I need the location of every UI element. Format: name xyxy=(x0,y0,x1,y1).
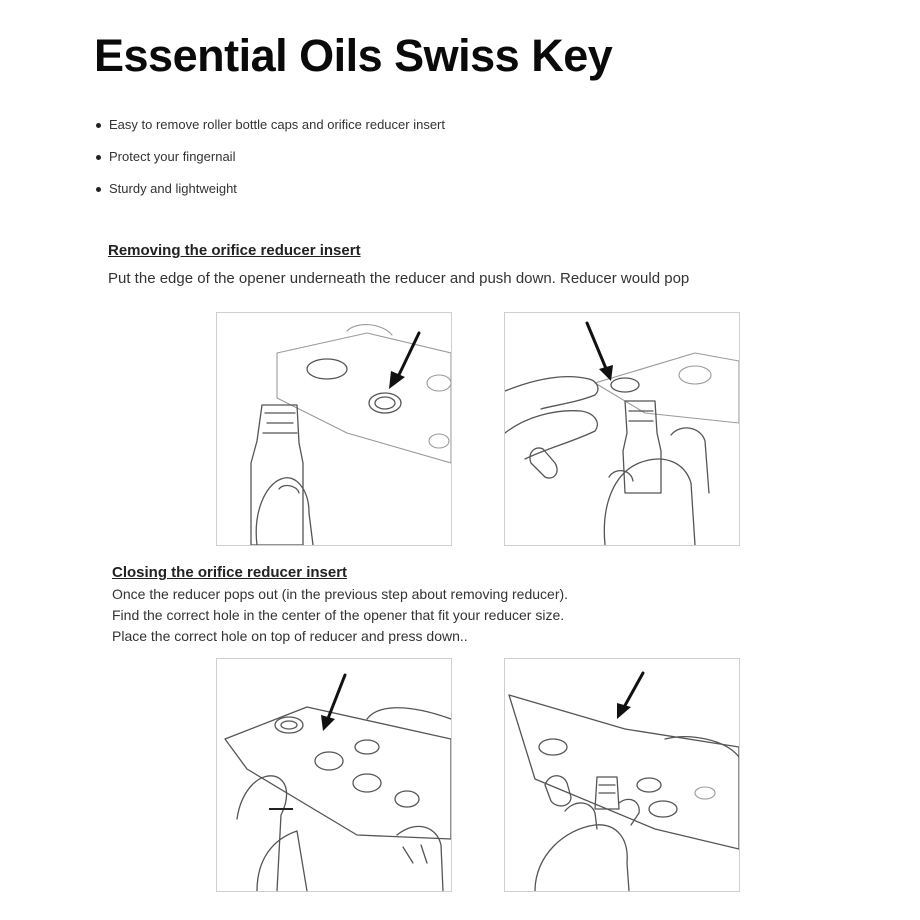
illustration-close-step-1-drawing xyxy=(217,659,451,891)
page-title: Essential Oils Swiss Key xyxy=(94,30,613,81)
feature-item: Sturdy and lightweight xyxy=(94,180,445,212)
closing-instructions xyxy=(112,584,568,647)
illustration-close-step-2-drawing xyxy=(505,659,739,891)
feature-item: Easy to remove roller bottle caps and orifice reducer insert xyxy=(94,116,445,148)
closing-line: Once the reducer pops out (in the previous step about removing reducer). xyxy=(112,586,569,602)
closing-heading: Closing the orifice reducer insert xyxy=(112,564,348,581)
removing-heading: Removing the orifice reducer insert xyxy=(108,242,361,259)
feature-list xyxy=(94,116,445,212)
illustration-remove-step-1-drawing xyxy=(217,313,451,545)
feature-item: Protect your fingernail xyxy=(94,148,445,180)
closing-line: Find the correct hole in the center of the opener that fit your reducer size. xyxy=(112,607,565,623)
illustration-remove-step-2 xyxy=(504,312,740,546)
closing-line: Place the correct hole on top of reducer and press down.. xyxy=(112,628,468,644)
illustration-remove-step-1 xyxy=(216,312,452,546)
removing-description: Put the edge of the opener underneath the reducer and push down. Reducer would pop xyxy=(108,270,690,287)
illustration-remove-step-2-drawing xyxy=(505,313,739,545)
illustration-close-step-2 xyxy=(504,658,740,892)
illustration-close-step-1 xyxy=(216,658,452,892)
